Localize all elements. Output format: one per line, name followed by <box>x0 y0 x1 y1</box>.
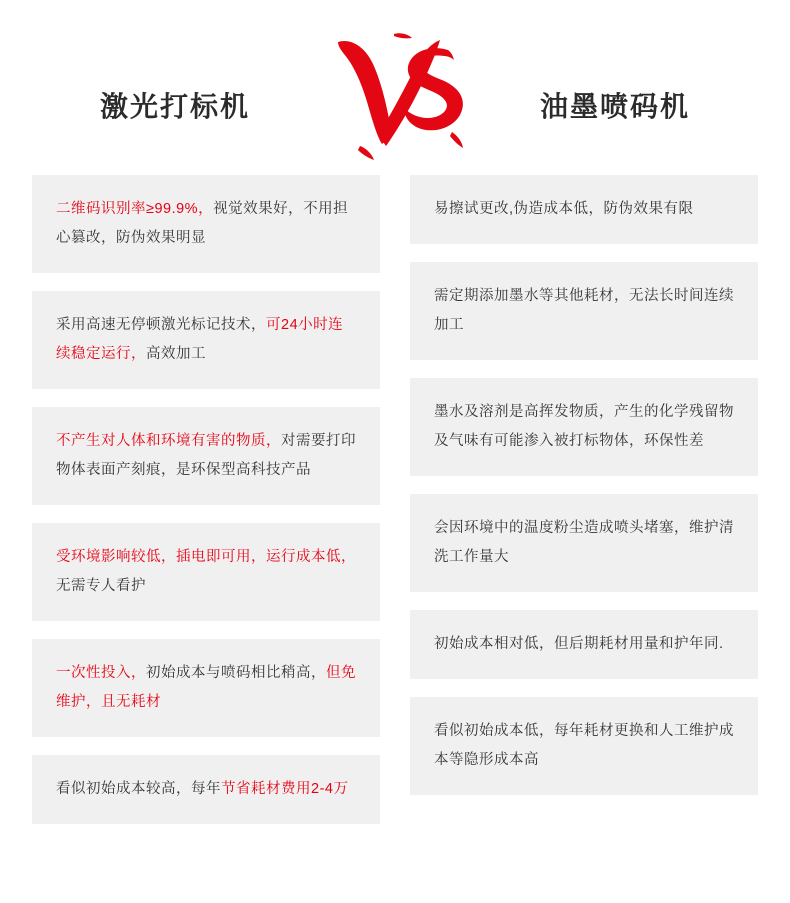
comparison-card <box>410 175 758 244</box>
highlight-text: 二维码识别率≥99.9%， <box>56 201 214 217</box>
highlight-text: 可24小时连续稳定运行， <box>56 317 344 362</box>
comparison-card-text <box>434 630 734 659</box>
body-text: 需定期添加墨水等其他耗材，无法长时间连续加工 <box>434 288 734 333</box>
highlight-text: 不产生对人体和环境有害的物质， <box>56 433 281 449</box>
body-text: 视觉效果好，不用担心篡改，防伪效果明显 <box>56 201 349 246</box>
comparison-card <box>32 291 380 389</box>
body-text: 易擦试更改,伪造成本低，防伪效果有限 <box>434 201 694 217</box>
body-text: 墨水及溶剂是高挥发物质，产生的化学残留物及气味有可能渗入被打标物体，环保性差 <box>434 404 734 449</box>
highlight-text: 节省耗材费用2-4万 <box>221 781 349 797</box>
comparison-columns <box>0 175 790 824</box>
body-text: 采用高速无停顿激光标记技术， <box>56 317 266 333</box>
comparison-card <box>410 378 758 476</box>
comparison-card-text <box>56 195 356 253</box>
comparison-card-text <box>434 398 734 456</box>
comparison-card-text <box>56 543 356 601</box>
comparison-card <box>410 494 758 592</box>
comparison-card <box>32 755 380 824</box>
comparison-card-text <box>434 282 734 340</box>
column-left <box>32 175 380 824</box>
highlight-text: 受环境影响较低，插电即可用，运行成本低， <box>56 549 356 565</box>
comparison-card-text <box>56 311 356 369</box>
comparison-card-text <box>56 775 356 804</box>
comparison-card <box>410 610 758 679</box>
body-text: 对需要打印物体表面产刻痕，是环保型高科技产品 <box>56 433 356 478</box>
page-title-right: 油墨喷码机 <box>539 91 690 122</box>
body-text: 初始成本与喷码相比稍高， <box>146 665 326 681</box>
body-text: 看似初始成本低，每年耗材更换和人工维护成本等隐形成本高 <box>434 723 734 768</box>
comparison-card <box>410 262 758 360</box>
page-header <box>0 0 790 175</box>
body-text: 高效加工 <box>146 346 206 362</box>
comparison-card <box>410 697 758 795</box>
body-text: 看似初始成本较高，每年 <box>56 781 221 797</box>
body-text: 初始成本相对低，但后期耗材用量和护年同. <box>434 636 724 652</box>
body-text: 无需专人看护 <box>56 578 146 594</box>
highlight-text: 但免维护，且无耗材 <box>56 665 356 710</box>
comparison-card <box>32 639 380 737</box>
page-title-left: 激光打标机 <box>99 91 250 122</box>
comparison-card-text <box>434 717 734 775</box>
comparison-card-text <box>434 514 734 572</box>
comparison-card-text <box>434 195 734 224</box>
comparison-card <box>32 175 380 273</box>
comparison-card <box>32 523 380 621</box>
comparison-card-text <box>56 427 356 485</box>
highlight-text: 一次性投入， <box>56 665 146 681</box>
comparison-card-text <box>56 659 356 717</box>
body-text: 会因环境中的温度粉尘造成喷头堵塞，维护清洗工作量大 <box>434 520 734 565</box>
column-right <box>410 175 758 824</box>
comparison-card <box>32 407 380 505</box>
